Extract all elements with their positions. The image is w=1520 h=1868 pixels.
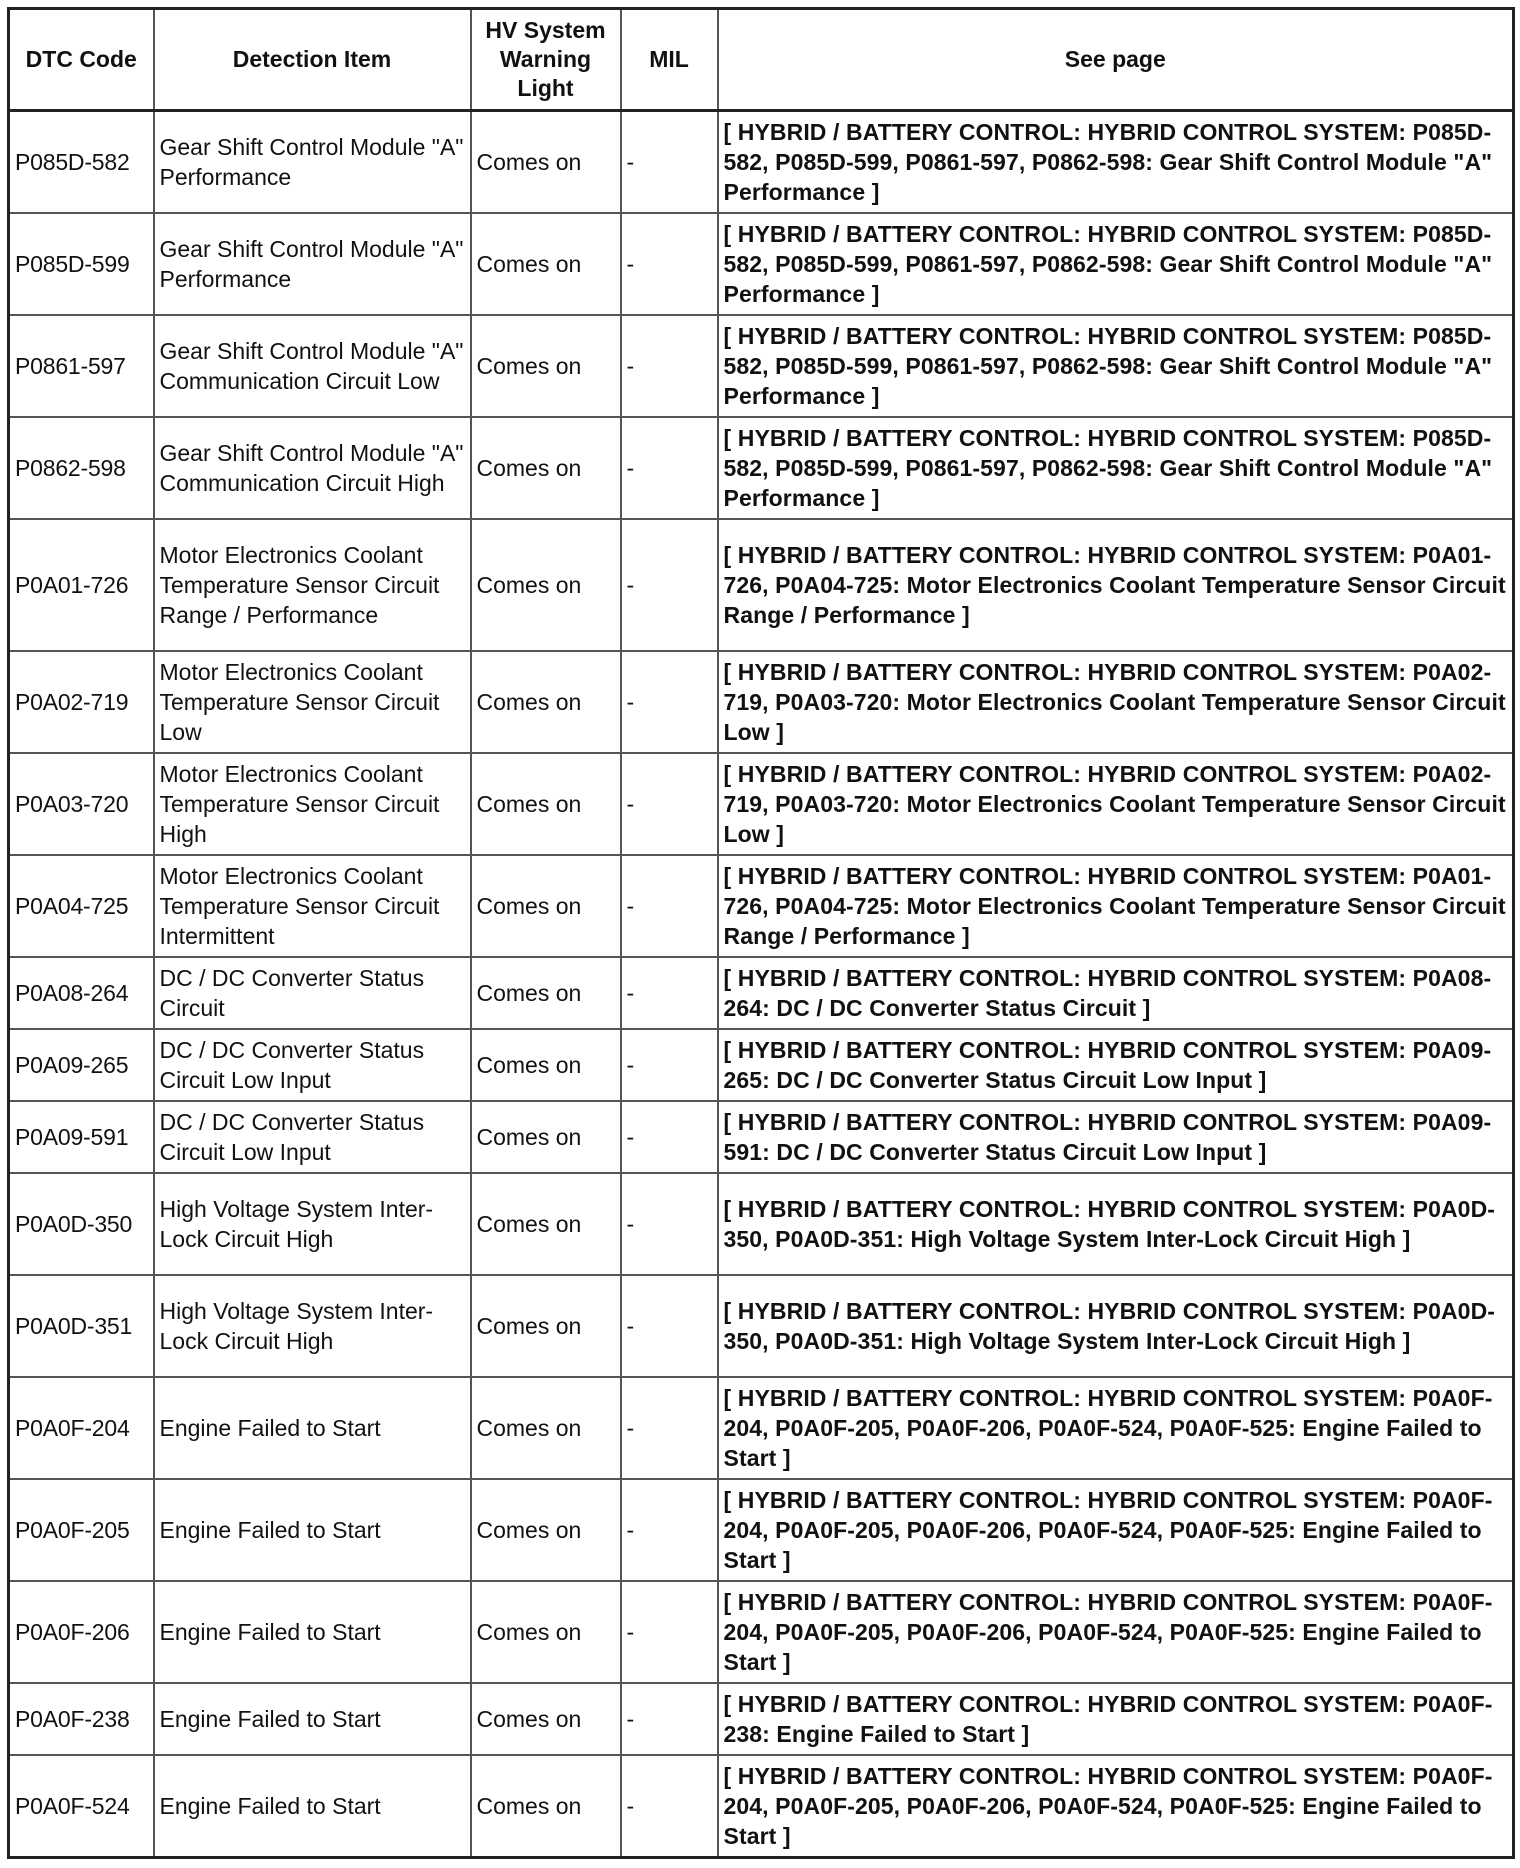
mil-status: - <box>621 1275 718 1377</box>
table-row <box>9 519 1514 651</box>
table-row <box>9 1683 1514 1755</box>
see-page-link[interactable]: [ HYBRID / BATTERY CONTROL: HYBRID CONTROL SYSTEM: P085D-582, P085D-599, P0861-597, P0862-598: Gear Shift Control Module "A" Performance ] <box>718 417 1514 519</box>
see-page-link[interactable]: [ HYBRID / BATTERY CONTROL: HYBRID CONTROL SYSTEM: P0A02-719, P0A03-720: Motor Electronics Coolant Temperature Sensor Circuit Low ] <box>718 651 1514 753</box>
dtc-code: P0A02-719 <box>9 651 154 753</box>
mil-status: - <box>621 1173 718 1275</box>
table-row <box>9 855 1514 957</box>
hv-warning-light: Comes on <box>471 957 621 1029</box>
dtc-code: P0A01-726 <box>9 519 154 651</box>
table-row <box>9 753 1514 855</box>
dtc-code: P0A04-725 <box>9 855 154 957</box>
dtc-code: P0A09-591 <box>9 1101 154 1173</box>
see-page-link[interactable]: [ HYBRID / BATTERY CONTROL: HYBRID CONTROL SYSTEM: P0A0F-238: Engine Failed to Start ] <box>718 1683 1514 1755</box>
hv-warning-light: Comes on <box>471 1683 621 1755</box>
see-page-link[interactable]: [ HYBRID / BATTERY CONTROL: HYBRID CONTROL SYSTEM: P0A09-591: DC / DC Converter Status Circuit Low Input ] <box>718 1101 1514 1173</box>
see-page-link[interactable]: [ HYBRID / BATTERY CONTROL: HYBRID CONTROL SYSTEM: P0A01-726, P0A04-725: Motor Electronics Coolant Temperature Sensor Circuit Range / Performance ] <box>718 519 1514 651</box>
mil-status: - <box>621 1101 718 1173</box>
dtc-code: P0A0F-204 <box>9 1377 154 1479</box>
table-row <box>9 213 1514 315</box>
detection-item: DC / DC Converter Status Circuit <box>154 957 471 1029</box>
detection-item: Motor Electronics Coolant Temperature Sensor Circuit Low <box>154 651 471 753</box>
table-row <box>9 957 1514 1029</box>
hv-warning-light: Comes on <box>471 1101 621 1173</box>
mil-status: - <box>621 1755 718 1858</box>
detection-item: Engine Failed to Start <box>154 1755 471 1858</box>
hv-warning-light: Comes on <box>471 1479 621 1581</box>
see-page-link[interactable]: [ HYBRID / BATTERY CONTROL: HYBRID CONTROL SYSTEM: P0A0F-204, P0A0F-205, P0A0F-206, P0A0F-524, P0A0F-525: Engine Failed to Start ] <box>718 1377 1514 1479</box>
detection-item: High Voltage System Inter-Lock Circuit High <box>154 1275 471 1377</box>
detection-item: Engine Failed to Start <box>154 1479 471 1581</box>
hv-warning-light: Comes on <box>471 855 621 957</box>
see-page-link[interactable]: [ HYBRID / BATTERY CONTROL: HYBRID CONTROL SYSTEM: P0A02-719, P0A03-720: Motor Electronics Coolant Temperature Sensor Circuit Low ] <box>718 753 1514 855</box>
see-page-link[interactable]: [ HYBRID / BATTERY CONTROL: HYBRID CONTROL SYSTEM: P0A0D-350, P0A0D-351: High Voltage System Inter-Lock Circuit High ] <box>718 1275 1514 1377</box>
table-row <box>9 1275 1514 1377</box>
header-mil: MIL <box>621 9 718 111</box>
see-page-link[interactable]: [ HYBRID / BATTERY CONTROL: HYBRID CONTROL SYSTEM: P0A08-264: DC / DC Converter Status Circuit ] <box>718 957 1514 1029</box>
table-row <box>9 111 1514 214</box>
see-page-link[interactable]: [ HYBRID / BATTERY CONTROL: HYBRID CONTROL SYSTEM: P085D-582, P085D-599, P0861-597, P0862-598: Gear Shift Control Module "A" Performance ] <box>718 213 1514 315</box>
dtc-code: P0A08-264 <box>9 957 154 1029</box>
table-row <box>9 417 1514 519</box>
detection-item: Motor Electronics Coolant Temperature Sensor Circuit Intermittent <box>154 855 471 957</box>
dtc-code: P0A0F-238 <box>9 1683 154 1755</box>
detection-item: Gear Shift Control Module "A" Communication Circuit High <box>154 417 471 519</box>
detection-item: DC / DC Converter Status Circuit Low Input <box>154 1029 471 1101</box>
hv-warning-light: Comes on <box>471 1275 621 1377</box>
table-row <box>9 1479 1514 1581</box>
table-row <box>9 1755 1514 1858</box>
table-row <box>9 1581 1514 1683</box>
mil-status: - <box>621 417 718 519</box>
see-page-link[interactable]: [ HYBRID / BATTERY CONTROL: HYBRID CONTROL SYSTEM: P085D-582, P085D-599, P0861-597, P0862-598: Gear Shift Control Module "A" Performance ] <box>718 315 1514 417</box>
table-row <box>9 315 1514 417</box>
header-hv-warning-light: HV System Warning Light <box>471 9 621 111</box>
hv-warning-light: Comes on <box>471 111 621 214</box>
hv-warning-light: Comes on <box>471 651 621 753</box>
hv-warning-light: Comes on <box>471 753 621 855</box>
header-detection-item: Detection Item <box>154 9 471 111</box>
mil-status: - <box>621 519 718 651</box>
mil-status: - <box>621 213 718 315</box>
hv-warning-light: Comes on <box>471 417 621 519</box>
mil-status: - <box>621 315 718 417</box>
detection-item: Gear Shift Control Module "A" Performance <box>154 111 471 214</box>
hv-warning-light: Comes on <box>471 315 621 417</box>
table-row <box>9 1101 1514 1173</box>
hv-warning-light: Comes on <box>471 1029 621 1101</box>
see-page-link[interactable]: [ HYBRID / BATTERY CONTROL: HYBRID CONTROL SYSTEM: P0A09-265: DC / DC Converter Status Circuit Low Input ] <box>718 1029 1514 1101</box>
mil-status: - <box>621 1377 718 1479</box>
dtc-code: P0A0D-350 <box>9 1173 154 1275</box>
detection-item: Engine Failed to Start <box>154 1683 471 1755</box>
header-see-page: See page <box>718 9 1514 111</box>
mil-status: - <box>621 753 718 855</box>
mil-status: - <box>621 111 718 214</box>
detection-item: Engine Failed to Start <box>154 1581 471 1683</box>
hv-warning-light: Comes on <box>471 519 621 651</box>
dtc-code: P0862-598 <box>9 417 154 519</box>
see-page-link[interactable]: [ HYBRID / BATTERY CONTROL: HYBRID CONTROL SYSTEM: P085D-582, P085D-599, P0861-597, P0862-598: Gear Shift Control Module "A" Performance ] <box>718 111 1514 214</box>
table-row <box>9 1173 1514 1275</box>
mil-status: - <box>621 1479 718 1581</box>
mil-status: - <box>621 1581 718 1683</box>
dtc-table <box>7 7 1515 1859</box>
detection-item: High Voltage System Inter-Lock Circuit High <box>154 1173 471 1275</box>
hv-warning-light: Comes on <box>471 213 621 315</box>
dtc-code: P0A0F-206 <box>9 1581 154 1683</box>
hv-warning-light: Comes on <box>471 1377 621 1479</box>
table-row <box>9 651 1514 753</box>
mil-status: - <box>621 957 718 1029</box>
dtc-code: P0A09-265 <box>9 1029 154 1101</box>
mil-status: - <box>621 855 718 957</box>
detection-item: Motor Electronics Coolant Temperature Sensor Circuit High <box>154 753 471 855</box>
detection-item: Gear Shift Control Module "A" Performance <box>154 213 471 315</box>
detection-item: Engine Failed to Start <box>154 1377 471 1479</box>
see-page-link[interactable]: [ HYBRID / BATTERY CONTROL: HYBRID CONTROL SYSTEM: P0A01-726, P0A04-725: Motor Electronics Coolant Temperature Sensor Circuit Range / Performance ] <box>718 855 1514 957</box>
detection-item: Motor Electronics Coolant Temperature Sensor Circuit Range / Performance <box>154 519 471 651</box>
detection-item: Gear Shift Control Module "A" Communication Circuit Low <box>154 315 471 417</box>
header-row <box>9 9 1514 111</box>
table-row <box>9 1377 1514 1479</box>
dtc-table-wrapper <box>7 7 1515 1859</box>
see-page-link[interactable]: [ HYBRID / BATTERY CONTROL: HYBRID CONTROL SYSTEM: P0A0F-204, P0A0F-205, P0A0F-206, P0A0F-524, P0A0F-525: Engine Failed to Start ] <box>718 1479 1514 1581</box>
hv-warning-light: Comes on <box>471 1581 621 1683</box>
table-row <box>9 1029 1514 1101</box>
dtc-code: P085D-582 <box>9 111 154 214</box>
dtc-code: P085D-599 <box>9 213 154 315</box>
see-page-link[interactable]: [ HYBRID / BATTERY CONTROL: HYBRID CONTROL SYSTEM: P0A0F-204, P0A0F-205, P0A0F-206, P0A0F-524, P0A0F-525: Engine Failed to Start ] <box>718 1755 1514 1858</box>
dtc-code: P0A0F-205 <box>9 1479 154 1581</box>
hv-warning-light: Comes on <box>471 1755 621 1858</box>
see-page-link[interactable]: [ HYBRID / BATTERY CONTROL: HYBRID CONTROL SYSTEM: P0A0F-204, P0A0F-205, P0A0F-206, P0A0F-524, P0A0F-525: Engine Failed to Start ] <box>718 1581 1514 1683</box>
mil-status: - <box>621 1683 718 1755</box>
dtc-code: P0A0D-351 <box>9 1275 154 1377</box>
mil-status: - <box>621 651 718 753</box>
dtc-code: P0A0F-524 <box>9 1755 154 1858</box>
dtc-code: P0A03-720 <box>9 753 154 855</box>
detection-item: DC / DC Converter Status Circuit Low Input <box>154 1101 471 1173</box>
mil-status: - <box>621 1029 718 1101</box>
header-dtc-code: DTC Code <box>9 9 154 111</box>
dtc-code: P0861-597 <box>9 315 154 417</box>
hv-warning-light: Comes on <box>471 1173 621 1275</box>
see-page-link[interactable]: [ HYBRID / BATTERY CONTROL: HYBRID CONTROL SYSTEM: P0A0D-350, P0A0D-351: High Voltage System Inter-Lock Circuit High ] <box>718 1173 1514 1275</box>
